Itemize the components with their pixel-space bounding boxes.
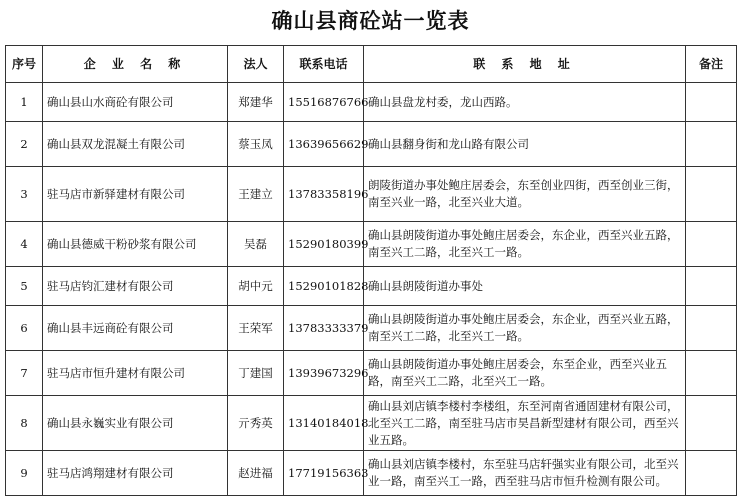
- cell-note: [686, 122, 737, 167]
- cell-seq: 2: [6, 122, 43, 167]
- cell-legal: 胡中元: [228, 267, 284, 306]
- cell-address: 确山县盘龙村委，龙山西路。: [364, 83, 686, 122]
- cell-address: 确山县翻身街和龙山路有限公司: [364, 122, 686, 167]
- cell-company: 确山县双龙混凝土有限公司: [43, 122, 228, 167]
- cell-address: 确山县朗陵街道办事处鲍庄居委会，东至企业，西至兴业五路，南至兴工二路，北至兴工一路。: [364, 351, 686, 396]
- table-row: [6, 267, 737, 306]
- page-title: 确山县商砼站一览表: [271, 9, 470, 33]
- cell-seq: 5: [6, 267, 43, 306]
- cell-note: [686, 222, 737, 267]
- cell-phone: 13639656629: [284, 122, 364, 167]
- concrete-station-table: [5, 45, 737, 496]
- cell-legal: 亓秀英: [228, 396, 284, 451]
- header-seq: 序号: [6, 46, 43, 83]
- cell-note: [686, 83, 737, 122]
- header-row: [6, 46, 737, 83]
- cell-company: 确山县山水商砼有限公司: [43, 83, 228, 122]
- header-phone: 联系电话: [284, 46, 364, 83]
- cell-address: 确山县朗陵街道办事处: [364, 267, 686, 306]
- header-company: 企 业 名 称: [43, 46, 228, 83]
- table-row: [6, 306, 737, 351]
- table-row: [6, 167, 737, 222]
- cell-legal: 赵进福: [228, 451, 284, 496]
- cell-company: 确山县丰远商砼有限公司: [43, 306, 228, 351]
- cell-note: [686, 306, 737, 351]
- cell-seq: 9: [6, 451, 43, 496]
- cell-phone: 13140184018: [284, 396, 364, 451]
- header-legal: 法人: [228, 46, 284, 83]
- table-row: [6, 451, 737, 496]
- cell-seq: 8: [6, 396, 43, 451]
- table-row: [6, 351, 737, 396]
- cell-company: 驻马店鸿翔建材有限公司: [43, 451, 228, 496]
- cell-phone: 13939673296: [284, 351, 364, 396]
- cell-legal: 王建立: [228, 167, 284, 222]
- cell-address: 确山县刘店镇李楼村李楼组，东至河南省通固建材有限公司，北至兴工二路，南至驻马店市昊昌新型建材有限公司，西至兴业五路。: [364, 396, 686, 451]
- cell-phone: 17719156363: [284, 451, 364, 496]
- header-address: 联 系 地 址: [364, 46, 686, 83]
- cell-seq: 4: [6, 222, 43, 267]
- cell-legal: 蔡玉凤: [228, 122, 284, 167]
- table-row: [6, 396, 737, 451]
- cell-address: 确山县刘店镇李楼村，东至驻马店轩强实业有限公司，北至兴业一路，南至兴工一路，西至驻马店市恒升检测有限公司。: [364, 451, 686, 496]
- cell-note: [686, 167, 737, 222]
- cell-phone: 15516876766: [284, 83, 364, 122]
- cell-address: 朗陵街道办事处鲍庄居委会，东至创业四街，西至创业三街，南至兴业一路，北至兴业大道。: [364, 167, 686, 222]
- cell-company: 确山县德威干粉砂浆有限公司: [43, 222, 228, 267]
- cell-company: 驻马店市恒升建材有限公司: [43, 351, 228, 396]
- cell-legal: 丁建国: [228, 351, 284, 396]
- header-note: 备注: [686, 46, 737, 83]
- cell-seq: 6: [6, 306, 43, 351]
- cell-note: [686, 351, 737, 396]
- cell-company: 确山县永巍实业有限公司: [43, 396, 228, 451]
- cell-company: 驻马店钧汇建材有限公司: [43, 267, 228, 306]
- cell-legal: 王荣军: [228, 306, 284, 351]
- cell-phone: 15290180399: [284, 222, 364, 267]
- cell-address: 确山县朗陵街道办事处鲍庄居委会，东企业，西至兴业五路，南至兴工二路，北至兴工一路。: [364, 222, 686, 267]
- cell-company: 驻马店市新驿建材有限公司: [43, 167, 228, 222]
- cell-legal: 吴磊: [228, 222, 284, 267]
- table-row: [6, 222, 737, 267]
- cell-seq: 1: [6, 83, 43, 122]
- cell-note: [686, 396, 737, 451]
- table-row: [6, 122, 737, 167]
- cell-phone: 13783333379: [284, 306, 364, 351]
- cell-phone: 13783358196: [284, 167, 364, 222]
- cell-note: [686, 267, 737, 306]
- cell-seq: 3: [6, 167, 43, 222]
- cell-phone: 15290101828: [284, 267, 364, 306]
- cell-note: [686, 451, 737, 496]
- cell-seq: 7: [6, 351, 43, 396]
- cell-legal: 郑建华: [228, 83, 284, 122]
- cell-address: 确山县朗陵街道办事处鲍庄居委会，东企业，西至兴业五路，南至兴工二路，北至兴工一路。: [364, 306, 686, 351]
- table-row: [6, 83, 737, 122]
